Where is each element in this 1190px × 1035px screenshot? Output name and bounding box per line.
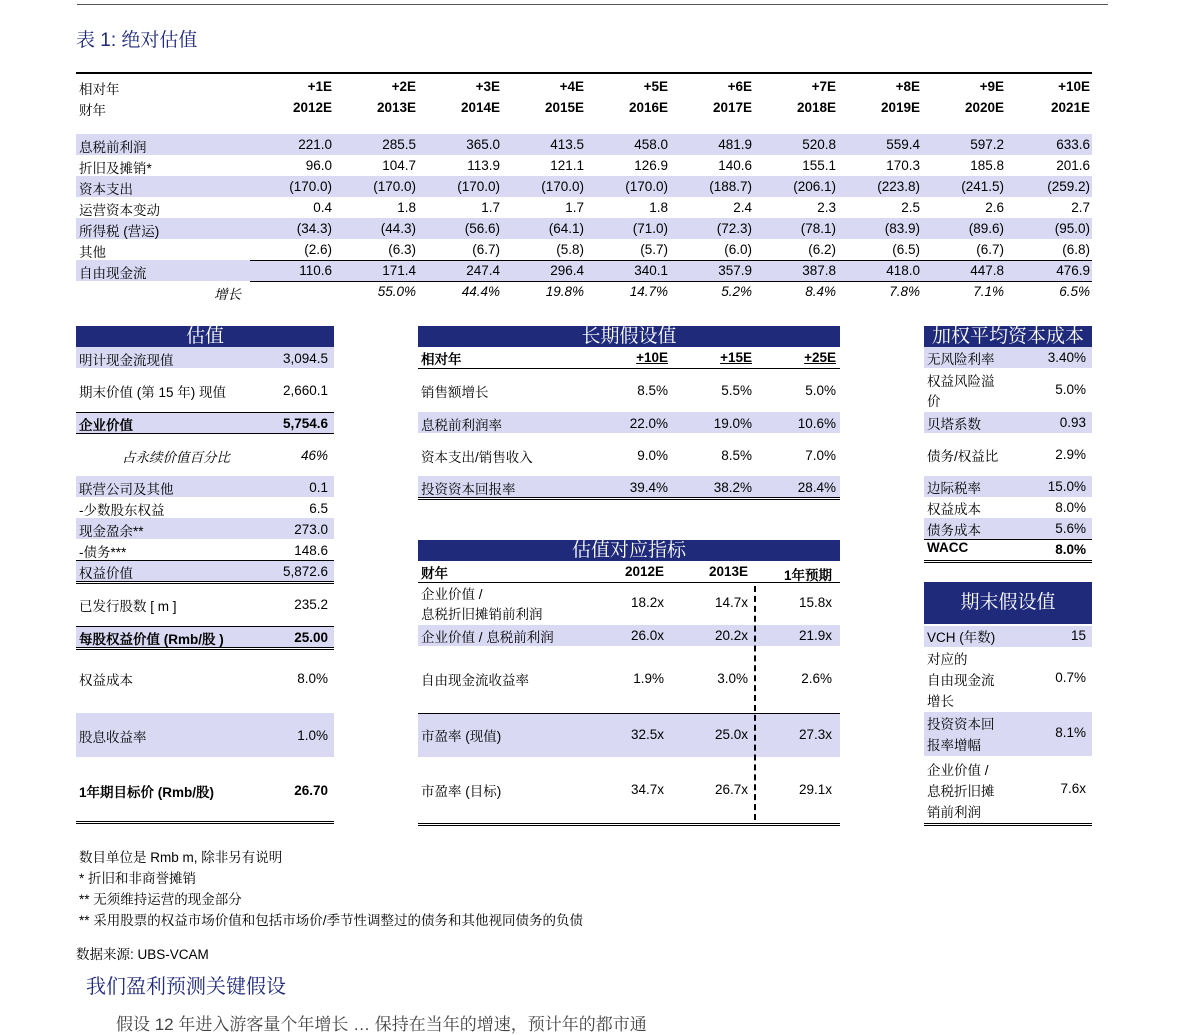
longterm-value: 19.0% <box>713 416 752 431</box>
cell: 296.4 <box>550 263 584 278</box>
longterm-value: 7.0% <box>805 448 836 463</box>
wacc-value: 2.9% <box>1055 447 1086 462</box>
multiples-value: 32.5x <box>630 727 664 742</box>
cell: 2019E <box>880 100 920 115</box>
row-label: 折旧及摊销* <box>79 161 152 176</box>
valuation-value: 8.0% <box>297 671 328 686</box>
longterm-header-col: +10E <box>636 350 668 365</box>
row-label: 资本支出 <box>79 182 133 197</box>
cell: 1.8 <box>649 200 668 215</box>
table-row <box>76 155 1092 176</box>
valuation-row <box>76 560 334 581</box>
cell: 121.1 <box>550 158 584 173</box>
cell: 7.8% <box>889 284 920 299</box>
cell: 5.2% <box>721 284 752 299</box>
valuation-title: 估值 <box>76 326 334 347</box>
multiples-header-row <box>418 561 840 582</box>
cell: +9E <box>979 79 1004 94</box>
multiples-label-line2: 息税折旧摊销前利润 <box>421 607 543 622</box>
multiples-panel <box>418 540 840 830</box>
valuation-rule <box>76 560 334 561</box>
longterm-value: 22.0% <box>629 416 668 431</box>
cell: 285.5 <box>382 137 416 152</box>
terminal-row <box>924 758 1092 822</box>
multiples-value: 18.2x <box>630 595 664 610</box>
longterm-value: 8.5% <box>637 383 668 398</box>
valuation-value: 5,872.6 <box>282 564 328 579</box>
cell: (71.0) <box>632 221 668 236</box>
wacc-label: 权益风险溢 <box>927 374 995 389</box>
row-label: 息税前利润 <box>79 140 147 155</box>
valuation-value: 6.5 <box>309 501 328 516</box>
multiples-value: 14.7x <box>714 595 748 610</box>
longterm-header-col: +25E <box>804 350 836 365</box>
cell: +1E <box>307 79 332 94</box>
cell: +4E <box>559 79 584 94</box>
cell: 110.6 <box>299 263 332 278</box>
cell: 201.6 <box>1056 158 1090 173</box>
multiples-header-col: 2013E <box>708 564 748 579</box>
valuation-value: 235.2 <box>294 597 328 612</box>
multiples-value: 25.0x <box>714 727 748 742</box>
wacc-label-line2: 价 <box>927 394 941 409</box>
row-label: 财年 <box>79 103 106 118</box>
cell: (5.8) <box>556 242 584 257</box>
valuation-label: 权益成本 <box>79 673 133 688</box>
wacc-row <box>924 518 1092 539</box>
cell: (170.0) <box>373 179 416 194</box>
valuation-row <box>76 626 334 647</box>
cell: 2015E <box>544 100 584 115</box>
multiples-label: 企业价值 / 息税前利润 <box>421 630 554 645</box>
longterm-value: 5.5% <box>721 383 752 398</box>
terminal-row <box>924 626 1092 647</box>
wacc-row <box>924 412 1092 433</box>
row-label: 相对年 <box>79 82 120 97</box>
terminal-label: 报率增幅 <box>927 738 981 753</box>
section-heading: 我们盈利预测关键假设 <box>86 976 286 998</box>
valuation-row <box>76 768 334 812</box>
row-label: 其他 <box>79 245 106 260</box>
valuation-rule <box>76 412 334 413</box>
row-label: 增长 <box>214 287 241 302</box>
cell: 19.8% <box>545 284 584 299</box>
wacc-label: 债务成本 <box>927 523 981 538</box>
cell: 247.4 <box>466 263 500 278</box>
cell: 1.7 <box>565 200 584 215</box>
valuation-value: 2,660.1 <box>282 383 328 398</box>
multiples-label: 企业价值 / <box>421 587 483 602</box>
longterm-row <box>418 444 840 465</box>
valuation-label: 1年期目标价 (Rmb/股) <box>79 785 214 800</box>
wacc-value: 3.40% <box>1047 350 1086 365</box>
wacc-label: 贝塔系数 <box>927 417 981 432</box>
longterm-rule <box>418 497 840 500</box>
wacc-value: 5.0% <box>1055 382 1086 397</box>
multiples-row <box>418 625 840 646</box>
cell: 7.1% <box>973 284 1004 299</box>
cell: (6.7) <box>976 242 1004 257</box>
cell: 2.5 <box>901 200 920 215</box>
cell: (170.0) <box>457 179 500 194</box>
cell: (64.1) <box>548 221 584 236</box>
valuation-label: -少数股东权益 <box>79 503 165 518</box>
cell: 185.8 <box>970 158 1004 173</box>
cell: (89.6) <box>968 221 1004 236</box>
longterm-value: 9.0% <box>637 448 668 463</box>
table-row <box>76 218 1092 239</box>
cell: 0.4 <box>313 200 332 215</box>
wacc-row <box>924 370 1092 410</box>
cell: 2.6 <box>985 200 1004 215</box>
wacc-label: WACC <box>927 540 969 555</box>
terminal-label: VCH (年数) <box>927 630 996 645</box>
wacc-value: 8.0% <box>1055 500 1086 515</box>
note-4: ** 采用股票的权益市场价值和包括市场价/季节性调整过的债务和其他视同债务的负债 <box>79 913 584 928</box>
wacc-row <box>924 347 1092 368</box>
valuation-row <box>76 412 334 433</box>
wacc-row <box>924 476 1092 497</box>
multiples-value: 34.7x <box>630 782 664 797</box>
cell: (78.1) <box>800 221 836 236</box>
multiples-rule <box>418 713 840 714</box>
cutoff-paragraph: 假设 12 年进入游客量个年增长 … 保持在当年的增速，预计年的都市通 <box>116 1015 647 1034</box>
cell: 55.0% <box>377 284 416 299</box>
top-rule <box>77 4 1108 5</box>
cell: 6.5% <box>1059 284 1090 299</box>
cell: 340.1 <box>634 263 668 278</box>
cell: (2.6) <box>304 242 332 257</box>
longterm-title: 长期假设值 <box>418 326 840 347</box>
wacc-value: 0.93 <box>1059 415 1086 430</box>
valuation-value: 3,094.5 <box>282 351 328 366</box>
terminal-label: 销前利润 <box>927 805 981 820</box>
valuation-value: 25.00 <box>294 630 328 645</box>
multiples-label: 市盈率 (现值) <box>421 729 502 744</box>
multiples-rule <box>418 823 840 826</box>
cell: 113.9 <box>467 158 500 173</box>
wacc-label: 债务/权益比 <box>927 449 999 464</box>
longterm-row <box>418 476 840 497</box>
cell: (6.3) <box>388 242 416 257</box>
valuation-label: 已发行股数 [ m ] <box>79 599 177 614</box>
note-2: * 折旧和非商誉摊销 <box>79 871 197 886</box>
cell: (95.0) <box>1054 221 1090 236</box>
longterm-value: 38.2% <box>713 480 752 495</box>
multiples-header-label: 财年 <box>421 566 448 581</box>
row-label: 自由现金流 <box>79 266 147 281</box>
valuation-rule <box>76 647 334 650</box>
multiples-row <box>418 768 840 812</box>
cell: (6.7) <box>472 242 500 257</box>
table-row <box>76 260 1092 281</box>
row-label: 所得税 (营运) <box>79 224 160 239</box>
multiples-row <box>418 658 840 700</box>
multiples-title: 估值对应指标 <box>418 540 840 561</box>
multiples-value: 26.0x <box>630 628 664 643</box>
longterm-header-row <box>418 347 840 368</box>
table-row <box>76 239 1092 260</box>
cell: 2020E <box>964 100 1004 115</box>
longterm-label: 销售额增长 <box>421 385 489 400</box>
cell: 1.7 <box>481 200 500 215</box>
cell: (241.5) <box>961 179 1004 194</box>
valuation-label: -债务*** <box>79 545 127 560</box>
cell: 2.4 <box>733 200 752 215</box>
cell: 2012E <box>292 100 332 115</box>
valuation-rule <box>76 433 334 434</box>
wacc-value: 15.0% <box>1047 479 1086 494</box>
cell: 2018E <box>796 100 836 115</box>
wacc-title: 加权平均资本成本 <box>924 326 1092 347</box>
cell: +7E <box>811 79 836 94</box>
cell: (5.7) <box>640 242 668 257</box>
wacc-row <box>924 497 1092 518</box>
cell: +3E <box>475 79 500 94</box>
row-label: 运营资本变动 <box>79 203 160 218</box>
longterm-header-col: +15E <box>720 350 752 365</box>
valuation-row <box>76 518 334 539</box>
longterm-label: 资本支出/销售收入 <box>421 450 533 465</box>
valuation-row <box>76 347 334 368</box>
table-row <box>76 134 1092 155</box>
valuation-label: 现金盈余** <box>79 524 144 539</box>
cell: (259.2) <box>1047 179 1090 194</box>
terminal-value: 15 <box>1070 628 1086 643</box>
cell: (72.3) <box>716 221 752 236</box>
cell: 2013E <box>376 100 416 115</box>
terminal-panel <box>924 582 1092 830</box>
longterm-value: 5.0% <box>805 383 836 398</box>
valuation-label: 明计现金流现值 <box>79 353 174 368</box>
cell: 104.7 <box>382 158 416 173</box>
valuation-row <box>76 584 334 624</box>
cell: (223.8) <box>877 179 920 194</box>
valuation-value: 0.1 <box>309 480 328 495</box>
valuation-row <box>76 713 334 757</box>
cell: +5E <box>643 79 668 94</box>
valuation-label: 每股权益价值 (Rmb/股 ) <box>79 632 224 647</box>
wacc-label: 权益成本 <box>927 502 981 517</box>
cell: 559.4 <box>886 137 920 152</box>
cell: 2021E <box>1050 100 1090 115</box>
longterm-value: 39.4% <box>629 480 668 495</box>
fcf-bottom-rule <box>250 281 1092 282</box>
table-row <box>76 197 1092 218</box>
terminal-value: 7.6x <box>1060 781 1086 796</box>
cell: 357.9 <box>718 263 752 278</box>
cell: 365.0 <box>466 137 500 152</box>
multiples-value: 20.2x <box>714 628 748 643</box>
wacc-panel <box>924 326 1092 566</box>
valuation-value: 148.6 <box>294 543 328 558</box>
cell: (44.3) <box>380 221 416 236</box>
longterm-value: 10.6% <box>797 416 836 431</box>
multiples-rule <box>418 582 840 583</box>
cell: (6.5) <box>892 242 920 257</box>
longterm-value: 28.4% <box>797 480 836 495</box>
longterm-panel <box>418 326 840 506</box>
cell: 126.9 <box>634 158 668 173</box>
longterm-label: 息税前利润率 <box>421 418 502 433</box>
cell: 413.5 <box>550 137 584 152</box>
valuation-value: 46% <box>300 448 328 463</box>
wacc-value: 5.6% <box>1055 521 1086 536</box>
multiples-value: 29.1x <box>798 782 832 797</box>
cell: 2014E <box>460 100 500 115</box>
table-row <box>76 176 1092 197</box>
longterm-header-label: 相对年 <box>421 352 462 367</box>
terminal-label: 增长 <box>927 694 954 709</box>
cell: 387.8 <box>802 263 836 278</box>
cell: 2.3 <box>817 200 836 215</box>
multiples-value: 21.9x <box>798 628 832 643</box>
multiples-value: 26.7x <box>714 782 748 797</box>
valuation-row <box>76 539 334 560</box>
cell: 170.3 <box>886 158 920 173</box>
valuation-row <box>76 476 334 497</box>
terminal-row <box>924 648 1092 710</box>
multiples-value: 27.3x <box>798 727 832 742</box>
cell: +2E <box>391 79 416 94</box>
forecast-divider <box>754 586 756 820</box>
cell: (170.0) <box>541 179 584 194</box>
cell: 171.4 <box>382 263 416 278</box>
cell: (56.6) <box>464 221 500 236</box>
cell: (6.8) <box>1062 242 1090 257</box>
terminal-label: 企业价值 / <box>927 763 989 778</box>
cell: 418.0 <box>886 263 920 278</box>
wacc-rule <box>924 560 1092 563</box>
cell: 96.0 <box>305 158 332 173</box>
multiples-value: 1.9% <box>633 671 664 686</box>
terminal-title: 期末假设值 <box>924 582 1092 624</box>
multiples-label: 市盈率 (目标) <box>421 784 502 799</box>
cell: 633.6 <box>1056 137 1090 152</box>
valuation-rule <box>76 821 334 824</box>
terminal-value: 0.7% <box>1055 670 1086 685</box>
cell: 447.8 <box>970 263 1004 278</box>
cell: 2016E <box>628 100 668 115</box>
valuation-label: 企业价值 <box>79 418 133 433</box>
wacc-row <box>924 444 1092 465</box>
fcf-rule <box>250 260 1092 261</box>
valuation-label: 期末价值 (第 15 年) 现值 <box>79 385 227 400</box>
terminal-label: 投资资本回 <box>927 717 995 732</box>
source-note: 数据来源: UBS-VCAM <box>76 947 209 962</box>
cell: 140.6 <box>718 158 752 173</box>
note-1: 数目单位是 Rmb m, 除非另有说明 <box>79 850 283 865</box>
cell: 155.1 <box>802 158 836 173</box>
longterm-row <box>418 412 840 433</box>
valuation-row <box>76 370 334 410</box>
cell: 476.9 <box>1056 263 1090 278</box>
valuation-label: 股息收益率 <box>79 730 147 745</box>
cell: (6.0) <box>724 242 752 257</box>
valuation-row <box>76 497 334 518</box>
wacc-label: 无风险利率 <box>927 352 995 367</box>
valuation-label: 权益价值 <box>79 566 133 581</box>
cell: 520.8 <box>802 137 836 152</box>
wacc-value: 8.0% <box>1055 542 1086 557</box>
note-3: ** 无须维持运营的现金部分 <box>79 892 242 907</box>
cell: (170.0) <box>289 179 332 194</box>
valuation-value: 1.0% <box>297 728 328 743</box>
multiples-row <box>418 582 840 624</box>
cell: (6.2) <box>808 242 836 257</box>
terminal-label: 息税折旧摊 <box>927 784 995 799</box>
cell: (188.7) <box>709 179 752 194</box>
cell: +10E <box>1058 79 1090 94</box>
valuation-row <box>76 658 334 698</box>
multiples-value: 3.0% <box>717 671 748 686</box>
cell: 2017E <box>712 100 752 115</box>
cell: +8E <box>895 79 920 94</box>
terminal-value: 8.1% <box>1055 725 1086 740</box>
valuation-label: 联营公司及其他 <box>79 482 174 497</box>
terminal-row <box>924 712 1092 756</box>
multiples-header-col: 1年预期 <box>783 568 832 583</box>
valuation-rule <box>76 581 334 584</box>
valuation-value: 273.0 <box>294 522 328 537</box>
valuation-value: 5,754.6 <box>282 416 328 431</box>
cell: (83.9) <box>884 221 920 236</box>
wacc-row <box>924 539 1092 560</box>
longterm-label: 投资资本回报率 <box>421 482 516 497</box>
cell: 458.0 <box>634 137 668 152</box>
cell: 8.4% <box>805 284 836 299</box>
valuation-value: 26.70 <box>294 783 328 798</box>
wacc-rule <box>924 539 1092 540</box>
cell: 44.4% <box>461 284 500 299</box>
header-row-relative-year <box>76 76 1092 97</box>
multiples-value: 15.8x <box>798 595 832 610</box>
cell: 221.0 <box>298 137 332 152</box>
cell: (34.3) <box>296 221 332 236</box>
wacc-label: 边际税率 <box>927 481 981 496</box>
cell: 481.9 <box>718 137 752 152</box>
multiples-row <box>418 713 840 757</box>
multiples-label: 自由现金流收益率 <box>421 673 529 688</box>
multiples-header-col: 2012E <box>624 564 664 579</box>
terminal-label: 自由现金流 <box>927 673 995 688</box>
cell: 2.7 <box>1071 200 1090 215</box>
multiples-value: 2.6% <box>801 671 832 686</box>
terminal-label: 对应的 <box>927 652 968 667</box>
cell: (206.1) <box>793 179 836 194</box>
longterm-value: 8.5% <box>721 448 752 463</box>
valuation-rule <box>76 626 334 627</box>
longterm-rule <box>418 368 840 369</box>
header-row-fiscal-year <box>76 97 1092 118</box>
cell: 597.2 <box>970 137 1004 152</box>
cell: +6E <box>727 79 752 94</box>
valuation-panel <box>76 326 334 826</box>
valuation-row <box>76 444 334 465</box>
table-title: 表 1: 绝对估值 <box>76 30 198 51</box>
cell: (170.0) <box>625 179 668 194</box>
valuation-label: 占永续价值百分比 <box>122 450 230 465</box>
longterm-row <box>418 370 840 410</box>
terminal-rule <box>924 823 1092 826</box>
growth-row <box>76 281 1092 302</box>
cell: 14.7% <box>629 284 668 299</box>
cell: 1.8 <box>397 200 416 215</box>
